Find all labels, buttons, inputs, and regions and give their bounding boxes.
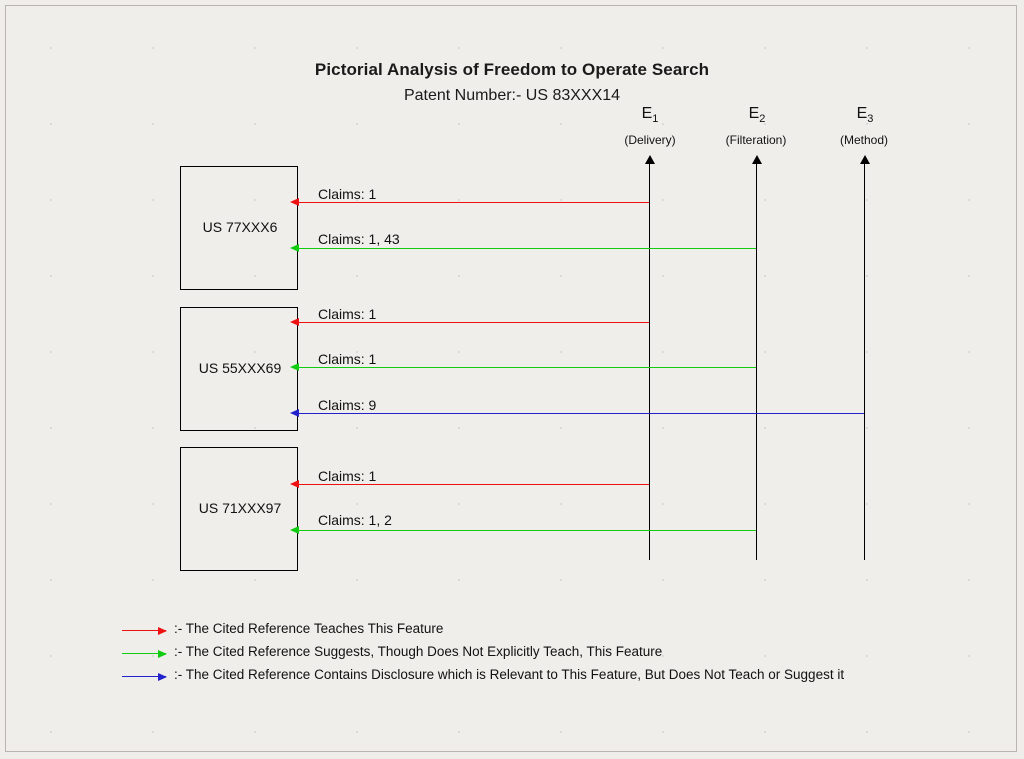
diagram-subtitle: Patent Number:- US 83XXX14 [403, 87, 621, 104]
axis-line-e2 [756, 163, 757, 560]
arrow-head-icon [290, 526, 299, 534]
arrow-label-p2-e1: Claims: 1 [318, 306, 377, 322]
arrow-head-icon [158, 673, 167, 681]
patent-box-label-3: US 71XXX97 [198, 500, 282, 516]
arrow-line [299, 248, 756, 249]
arrow-label-p1-e2: Claims: 1, 43 [318, 231, 400, 247]
axis-line-e3 [864, 163, 865, 560]
patent-box-label-2: US 55XXX69 [198, 360, 282, 376]
arrow-up-icon [860, 155, 870, 164]
axis-line-e1 [649, 163, 650, 560]
axis-name-e3: E [856, 105, 868, 122]
arrow-head-icon [290, 198, 299, 206]
arrow-head-icon [158, 650, 167, 658]
legend-arrow-icon [122, 653, 166, 654]
axis-index-e1: 1 [652, 113, 659, 126]
arrow-line [299, 484, 649, 485]
arrow-label-p1-e1: Claims: 1 [318, 186, 377, 202]
axis-name-e1: E [641, 105, 653, 122]
axis-title-e2 [712, 105, 802, 125]
arrow-head-icon [158, 627, 167, 635]
axis-name-e2: E [748, 105, 760, 122]
arrow-line [299, 413, 864, 414]
legend-text-suggests: :- The Cited Reference Suggests, Though Does Not Explicitly Teach, This Feature [174, 644, 663, 659]
arrow-line [299, 322, 649, 323]
arrow-head-icon [290, 409, 299, 417]
arrow-label-p3-e1: Claims: 1 [318, 468, 377, 484]
legend-text-teaches: :- The Cited Reference Teaches This Feature [174, 621, 444, 636]
axis-sub-e1: (Delivery) [624, 133, 676, 147]
legend-arrow-icon [122, 630, 166, 631]
arrow-head-icon [290, 363, 299, 371]
arrow-line [299, 367, 756, 368]
legend-text-discloses: :- The Cited Reference Contains Disclosure which is Relevant to This Feature, But Does Not Teach or Suggest it [174, 667, 845, 682]
arrow-head-icon [290, 480, 299, 488]
axis-sub-e2: (Filteration) [725, 133, 787, 147]
arrow-up-icon [752, 155, 762, 164]
arrow-label-p2-e3: Claims: 9 [318, 397, 377, 413]
arrow-line [299, 202, 649, 203]
axis-title-e3 [820, 105, 910, 125]
arrow-label-p2-e2: Claims: 1 [318, 351, 377, 367]
patent-box-3[interactable] [180, 447, 298, 571]
axis-sub-e3: (Method) [839, 133, 889, 147]
axis-index-e3: 3 [867, 113, 874, 126]
legend-arrow-icon [122, 676, 166, 677]
arrow-line [299, 530, 756, 531]
arrow-up-icon [645, 155, 655, 164]
arrow-head-icon [290, 318, 299, 326]
arrow-label-p3-e2: Claims: 1, 2 [318, 512, 392, 528]
axis-index-e2: 2 [759, 113, 766, 126]
patent-box-label-1: US 77XXX6 [202, 219, 278, 235]
arrow-head-icon [290, 244, 299, 252]
axis-title-e1 [605, 105, 695, 125]
patent-box-1[interactable] [180, 166, 298, 290]
diagram-title: Pictorial Analysis of Freedom to Operate Search [314, 60, 710, 79]
patent-box-2[interactable] [180, 307, 298, 431]
